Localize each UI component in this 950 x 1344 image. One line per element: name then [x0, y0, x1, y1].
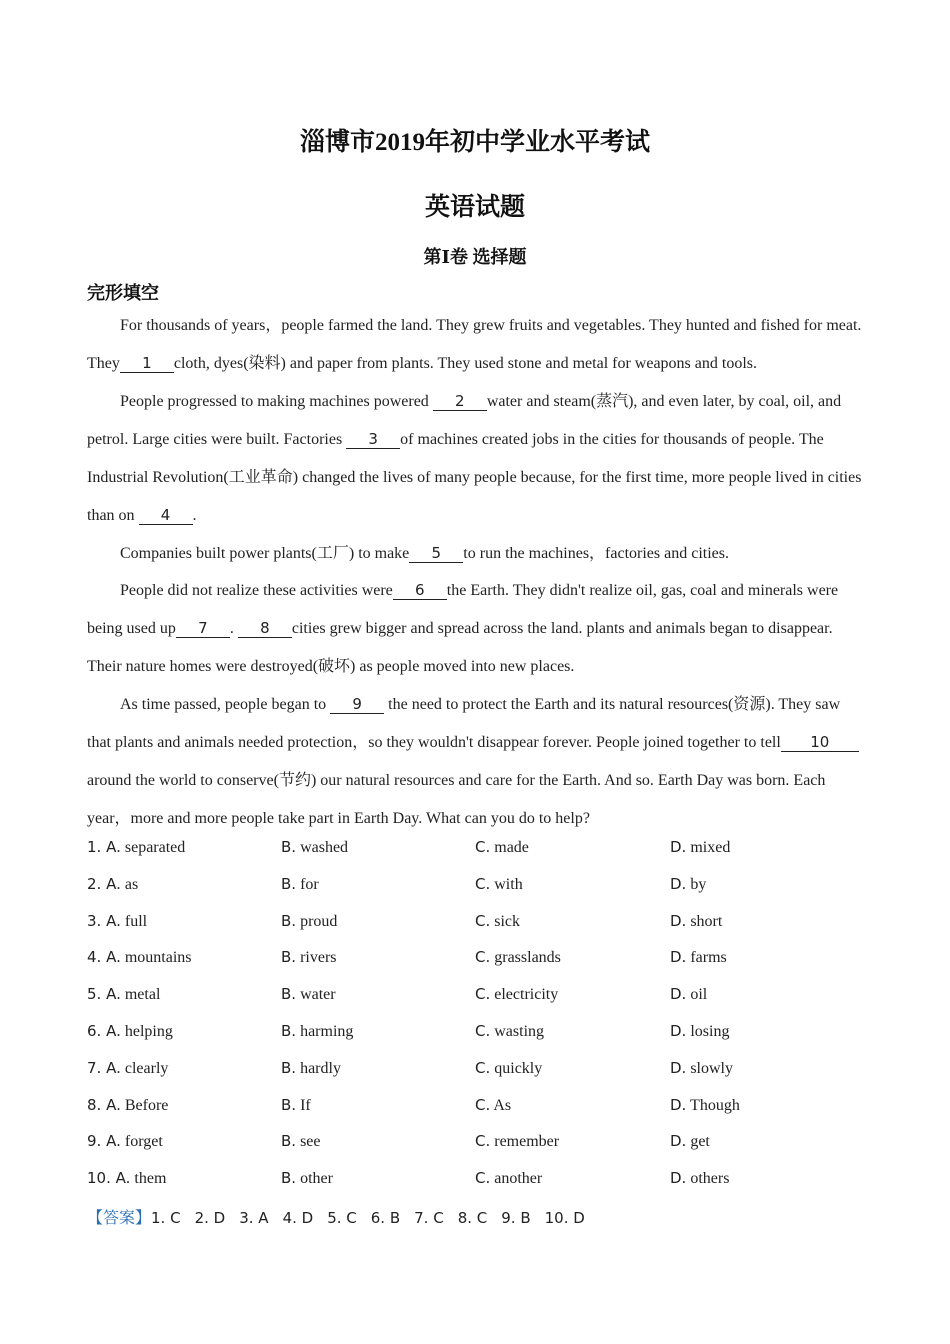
exam-title: 淄博市2019年初中学业水平考试	[299, 129, 650, 156]
option-d: D. short	[670, 911, 723, 930]
option-c: C. wasting	[475, 1021, 545, 1040]
option-b: B. see	[281, 1132, 321, 1151]
question-row	[87, 1088, 867, 1125]
option-d: D. oil	[670, 985, 708, 1004]
option-c: C. As	[475, 1095, 512, 1114]
passage-text: of machines created jobs in the cities for thousands of people. The Industrial Revolution(工业革命) changed the lives of many people because, for the first time, more people lived in cities than on	[87, 431, 862, 524]
option-b: B. If	[281, 1095, 311, 1114]
passage-paragraph-5	[87, 686, 863, 838]
option-c: C. sick	[475, 911, 521, 930]
option-b: B. washed	[281, 838, 349, 856]
answer-item: 5. C	[327, 1209, 357, 1227]
passage-text: People progressed to making machines powered	[120, 393, 433, 410]
passage-text: the Earth. They didn't realize oil, gas, coal and minerals were being used up	[87, 582, 839, 637]
blank-6: 6	[393, 581, 447, 600]
passage-paragraph-3	[87, 535, 863, 572]
blank-2: 2	[433, 392, 487, 411]
exam-subtitle: 英语试题	[424, 194, 525, 221]
blank-9: 9	[330, 695, 384, 714]
passage-text: to run the machines，factories and cities.	[463, 545, 729, 562]
answer-key	[87, 1205, 599, 1228]
question-row	[87, 904, 867, 941]
option-c: C. made	[475, 838, 529, 856]
passage-text: water and steam(蒸汽), and even later, by coal, oil, and petrol. Large cities were built. Factories	[87, 393, 842, 448]
blank-4: 4	[139, 506, 193, 525]
answer-item: 9. B	[501, 1209, 531, 1227]
blank-10: 10	[781, 733, 859, 752]
blank-7: 7	[176, 619, 230, 638]
option-d: D. losing	[670, 1021, 730, 1040]
passage-paragraph-1	[87, 307, 863, 383]
passage-text: .	[229, 620, 238, 637]
question-row	[87, 1124, 867, 1161]
option-a: 3. A. full	[87, 911, 148, 930]
option-c: C. with	[475, 874, 523, 893]
answer-item: 8. C	[457, 1209, 488, 1227]
option-d: D. mixed	[670, 838, 731, 856]
passage-text: the need to protect the Earth and its natural resources(资源). They saw that plants and animals needed protection，so they wouldn't disappear forever. People joined together to tell	[87, 696, 841, 751]
question-row	[87, 867, 867, 904]
option-d: D. Though	[670, 1095, 740, 1114]
option-a: 9. A. forget	[87, 1132, 163, 1151]
option-d: D. get	[670, 1132, 710, 1151]
passage-text: cloth, dyes(染料) and paper from plants. They used stone and metal for weapons and tools.	[173, 355, 757, 372]
option-a: 7. A. clearly	[87, 1058, 169, 1077]
question-options	[87, 830, 867, 1198]
blank-1: 1	[120, 354, 174, 373]
option-b: B. rivers	[281, 948, 337, 967]
passage-text: As time passed, people began to	[120, 696, 331, 713]
question-row	[87, 977, 867, 1014]
passage-text: .	[192, 507, 197, 524]
answer-item: 2. D	[194, 1209, 226, 1227]
passage-text: around the world to conserve(节约) our natural resources and care for the Earth. And so. Earth Day was born. Each year，more and more people take part in Earth Day. What can you do to help?	[87, 772, 826, 827]
option-a: 1. A. separated	[87, 838, 186, 856]
option-a: 10. A. them	[87, 1169, 167, 1188]
option-c: C. remember	[475, 1132, 560, 1151]
question-row	[87, 1014, 867, 1051]
option-b: B. other	[281, 1169, 333, 1188]
option-b: B. harming	[281, 1021, 354, 1040]
option-a: 4. A. mountains	[87, 948, 192, 967]
option-c: C. quickly	[475, 1058, 543, 1077]
passage-text: Companies built power plants(工厂) to make	[120, 545, 410, 562]
option-d: D. others	[670, 1169, 730, 1188]
answer-item: 1. C	[151, 1209, 181, 1227]
option-a: 6. A. helping	[87, 1021, 173, 1040]
option-d: D. farms	[670, 948, 727, 967]
option-d: D. by	[670, 874, 707, 893]
passage-text: For thousands of years，people farmed the land. They grew fruits and vegetables. They hunted and fished for meat. They	[87, 317, 862, 372]
passage-paragraph-2	[87, 383, 863, 535]
question-row	[87, 1161, 867, 1198]
option-c: C. grasslands	[475, 948, 561, 967]
option-c: C. electricity	[475, 985, 559, 1004]
question-row	[87, 830, 867, 867]
blank-3: 3	[346, 430, 400, 449]
answer-item: 6. B	[370, 1209, 401, 1227]
blank-5: 5	[409, 544, 463, 563]
option-a: 5. A. metal	[87, 985, 161, 1004]
option-a: 8. A. Before	[87, 1095, 169, 1114]
answer-item: 4. D	[282, 1209, 314, 1227]
option-d: D. slowly	[670, 1058, 733, 1077]
answer-item: 10. D	[544, 1209, 585, 1227]
option-b: B. proud	[281, 911, 338, 930]
passage-text: People did not realize these activities were	[120, 582, 393, 599]
option-b: B. for	[281, 874, 319, 893]
option-b: B. hardly	[281, 1058, 341, 1077]
answer-item: 7. C	[414, 1209, 444, 1227]
passage-paragraph-4	[87, 572, 863, 686]
question-row	[87, 940, 867, 977]
answer-label: 【答案】	[87, 1208, 152, 1227]
passage-text: cities grew bigger and spread across the land. plants and animals began to disappear. Their nature homes were destroyed(破坏) as people moved into new places.	[87, 620, 833, 675]
part-heading: 第Ⅰ卷 选择题	[423, 247, 527, 267]
answer-item: 3. A	[239, 1209, 269, 1227]
cloze-passage	[87, 307, 863, 838]
option-a: 2. A. as	[87, 874, 139, 893]
option-c: C. another	[475, 1169, 543, 1188]
question-row	[87, 1051, 867, 1088]
option-b: B. water	[281, 985, 336, 1004]
section-heading: 完形填空	[87, 283, 159, 303]
blank-8: 8	[238, 619, 292, 638]
